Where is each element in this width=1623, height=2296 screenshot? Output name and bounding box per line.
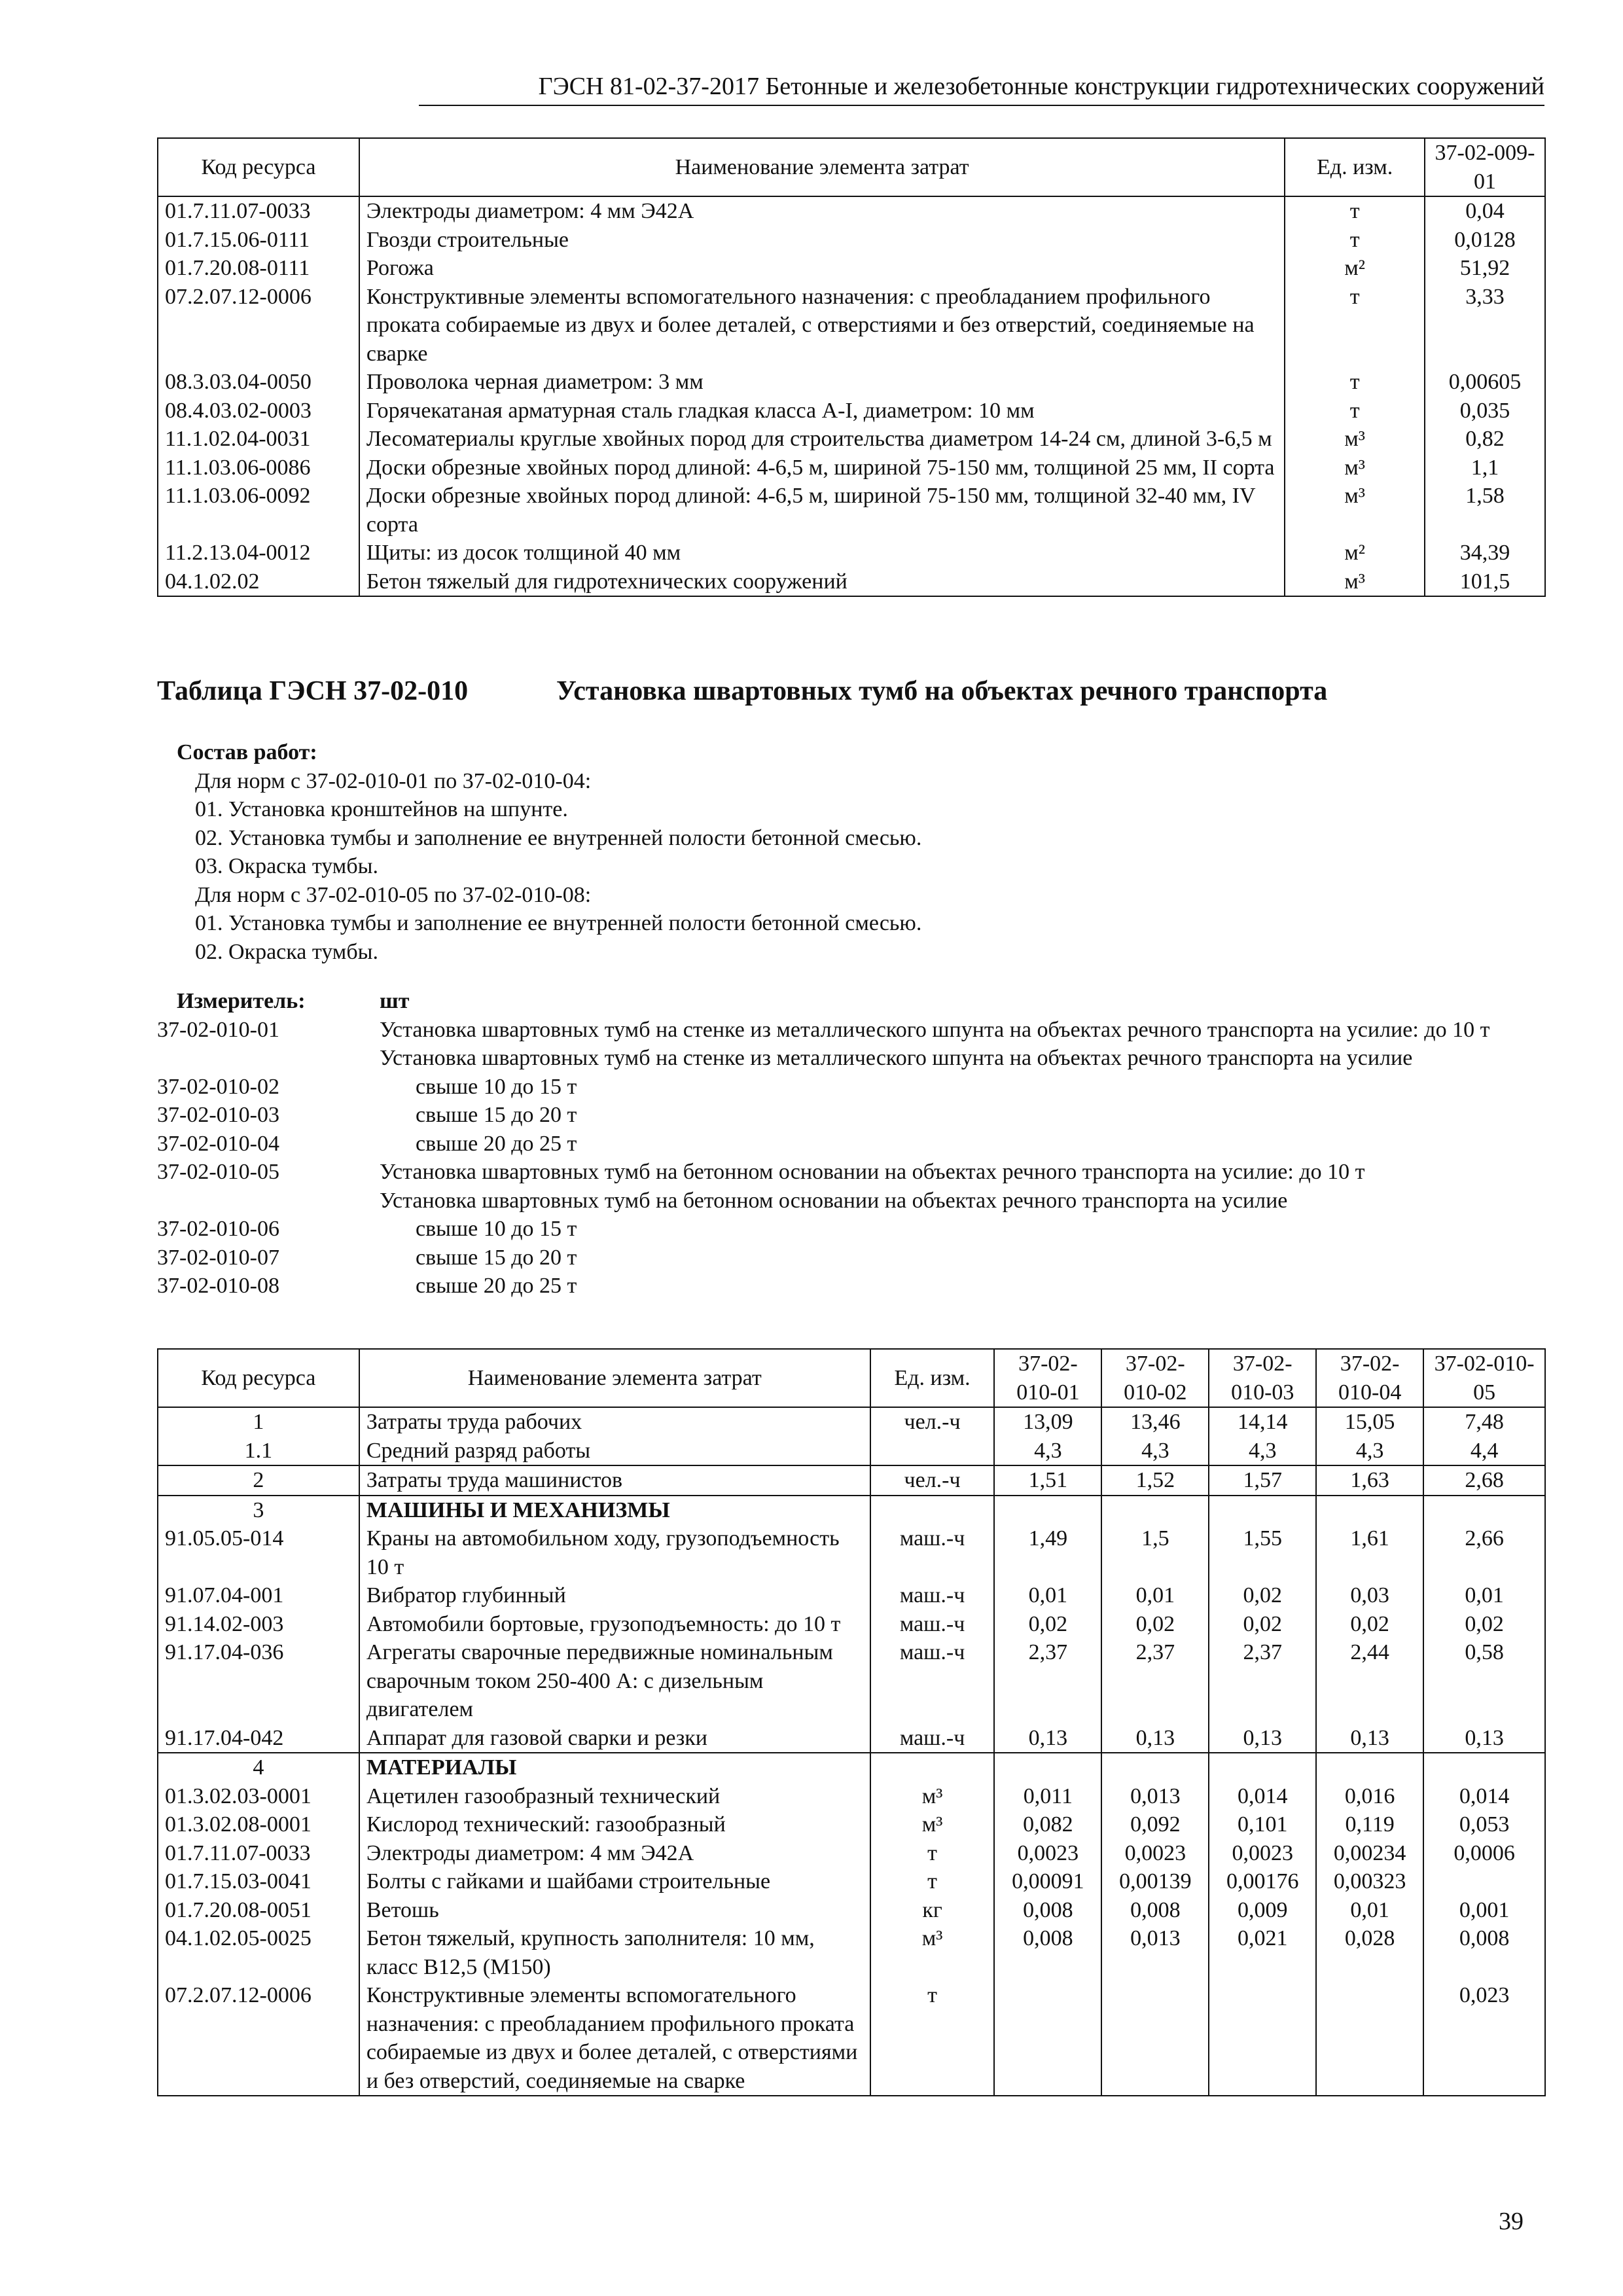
norm-text: Установка швартовных тумб на стенке из металлического шпунта на объектах речного транспорта на усилие: до 10 т (380, 1017, 1490, 1042)
resource-unit: т (1285, 368, 1425, 397)
resource-value: 0,0128 (1425, 226, 1545, 255)
resource-value: 0,092 (1101, 1810, 1209, 1839)
work-heading: Состав работ: (177, 740, 317, 764)
norm-row (157, 1244, 1546, 1272)
resource-unit: м² (1285, 254, 1425, 283)
resource-value: 1,57 (1209, 1465, 1316, 1496)
work-line: 02. Установка тумбы и заполнение ее внутренней полости бетонной смесью. (195, 825, 922, 850)
resource-value: 0,008 (994, 1896, 1101, 1925)
resource-value: 0,00139 (1101, 1867, 1209, 1896)
resource-unit: маш.-ч (870, 1724, 995, 1753)
running-header: ГЭСН 81-02-37-2017 Бетонные и железобетонные конструкции гидротехнических сооружений (538, 73, 1544, 100)
resource-value: 0,02 (1209, 1610, 1316, 1639)
resource-unit: кг (870, 1896, 995, 1925)
norm-code: 37-02-010-02 (157, 1074, 279, 1099)
resource-value: 0,13 (1423, 1724, 1545, 1753)
resource-value: 1,58 (1425, 482, 1545, 539)
norm-text: свыше 20 до 25 т (416, 1274, 577, 1299)
resource-unit: м³ (1285, 482, 1425, 539)
resource-unit: чел.-ч (870, 1407, 995, 1437)
norm-text: свыше 20 до 25 т (416, 1131, 577, 1156)
resource-code: 01.7.20.08-0051 (158, 1896, 359, 1925)
resource-value: 1,63 (1316, 1465, 1423, 1496)
resource-code: 91.07.04-001 (158, 1581, 359, 1610)
resource-unit: чел.-ч (870, 1465, 995, 1496)
norm-row (157, 1130, 1546, 1158)
resource-code: 01.7.15.06-0111 (158, 226, 359, 255)
resource-value: 2,37 (1101, 1638, 1209, 1724)
resource-name: Автомобили бортовые, грузоподъемность: до 10 т (359, 1610, 870, 1639)
resource-unit: т (1285, 226, 1425, 255)
table-row (158, 1407, 1545, 1437)
table-number: Таблица ГЭСН 37-02-010 (157, 676, 469, 706)
resource-unit: т (1285, 283, 1425, 368)
resource-unit: т (1285, 397, 1425, 425)
resource-unit: м³ (1285, 454, 1425, 482)
norm-code: 37-02-010-07 (157, 1245, 279, 1270)
norm-group-text: Установка швартовных тумб на стенке из металлического шпунта на объектах речного транспорта на усилие (380, 1046, 1413, 1071)
col-header-norm: 37-02-010-03 (1209, 1349, 1316, 1407)
work-composition (177, 738, 1544, 966)
col-header-norm: 37-02-009-01 (1425, 138, 1545, 196)
resource-name: Ацетилен газообразный технический (359, 1782, 870, 1811)
resource-value: 0,02 (1423, 1610, 1545, 1639)
resource-code: 01.7.11.07-0033 (158, 196, 359, 226)
work-line: 02. Окраска тумбы. (195, 939, 378, 964)
resource-value: 1,1 (1425, 454, 1545, 482)
col-header-norm: 37-02-010-02 (1101, 1349, 1209, 1407)
table-row (158, 567, 1545, 597)
resource-value: 1,52 (1101, 1465, 1209, 1496)
resource-code: 08.3.03.04-0050 (158, 368, 359, 397)
resource-value (1316, 1496, 1423, 1525)
resource-code: 1.1 (158, 1437, 359, 1466)
resource-value: 0,028 (1316, 1924, 1423, 1981)
norm-row (157, 1101, 1546, 1130)
resource-code: 01.3.02.08-0001 (158, 1810, 359, 1839)
norm-text: свыше 10 до 15 т (416, 1074, 577, 1099)
resource-value: 0,00605 (1425, 368, 1545, 397)
table-row (158, 1437, 1545, 1466)
resource-value: 0,00176 (1209, 1867, 1316, 1896)
resource-value: 0,01 (1423, 1581, 1545, 1610)
resource-value: 3,33 (1425, 283, 1545, 368)
resource-value: 0,01 (1316, 1896, 1423, 1925)
table-row (158, 1610, 1545, 1639)
resource-value (1101, 1981, 1209, 2096)
resource-unit: маш.-ч (870, 1581, 995, 1610)
resource-value (1316, 1981, 1423, 2096)
resource-value: 0,053 (1423, 1810, 1545, 1839)
work-line: 01. Установка тумбы и заполнение ее внутренней полости бетонной смесью. (195, 911, 922, 936)
resource-value (994, 1496, 1101, 1525)
table-row (158, 1896, 1545, 1925)
resource-value: 101,5 (1425, 567, 1545, 597)
resource-value: 0,02 (1101, 1610, 1209, 1639)
resource-value: 34,39 (1425, 539, 1545, 567)
resource-value (994, 1753, 1101, 1782)
norm-row (157, 1215, 1546, 1244)
resource-value: 0,00091 (994, 1867, 1101, 1896)
resource-value (1423, 1867, 1545, 1896)
resource-value: 4,3 (1316, 1437, 1423, 1466)
col-header-name: Наименование элемента затрат (359, 1349, 870, 1407)
resource-value: 0,00323 (1316, 1867, 1423, 1896)
resource-code: 2 (158, 1465, 359, 1496)
resource-value: 0,013 (1101, 1924, 1209, 1981)
norms-list (157, 987, 1546, 1300)
resource-value: 0,101 (1209, 1810, 1316, 1839)
resource-code: 91.14.02-003 (158, 1610, 359, 1639)
resource-value (1423, 1753, 1545, 1782)
table-row (158, 368, 1545, 397)
resource-value: 4,3 (994, 1437, 1101, 1466)
resource-value: 0,02 (1316, 1610, 1423, 1639)
resource-name: МАТЕРИАЛЫ (359, 1753, 870, 1782)
table2-body (158, 1407, 1545, 2096)
resource-unit (870, 1496, 995, 1525)
resource-value: 0,082 (994, 1810, 1101, 1839)
resource-value (1101, 1753, 1209, 1782)
resource-value: 7,48 (1423, 1407, 1545, 1437)
resource-code: 04.1.02.02 (158, 567, 359, 597)
norm-text: свыше 15 до 20 т (416, 1245, 577, 1270)
resource-unit: м³ (870, 1924, 995, 1981)
resource-name: Бетон тяжелый для гидротехнических сооружений (359, 567, 1285, 597)
resource-name: Аппарат для газовой сварки и резки (359, 1724, 870, 1753)
resource-value (1101, 1496, 1209, 1525)
resource-value: 0,13 (1101, 1724, 1209, 1753)
resource-value: 14,14 (1209, 1407, 1316, 1437)
norm-code: 37-02-010-01 (157, 1017, 279, 1042)
table-row (158, 1981, 1545, 2096)
resource-value: 0,02 (994, 1610, 1101, 1639)
col-header-norm: 37-02-010-05 (1423, 1349, 1545, 1407)
resource-code: 3 (158, 1496, 359, 1525)
resources-table-37-02-010 (157, 1348, 1546, 2096)
resource-value: 0,02 (1209, 1581, 1316, 1610)
norm-text: свыше 15 до 20 т (416, 1103, 577, 1128)
resource-code: 01.7.11.07-0033 (158, 1839, 359, 1868)
resource-value (1209, 1496, 1316, 1525)
resource-value: 0,014 (1209, 1782, 1316, 1811)
resource-value: 0,13 (994, 1724, 1101, 1753)
col-header-norm: 37-02-010-04 (1316, 1349, 1423, 1407)
resource-unit: м³ (1285, 567, 1425, 597)
resource-value: 0,00234 (1316, 1839, 1423, 1868)
table1-body (158, 196, 1545, 596)
resource-value: 2,66 (1423, 1524, 1545, 1581)
table-name: Установка швартовных тумб на объектах речного транспорта (556, 676, 1328, 706)
col-header-code: Код ресурса (158, 138, 359, 196)
resource-unit: т (870, 1839, 995, 1868)
table-row (158, 1924, 1545, 1981)
resource-name: Доски обрезные хвойных пород длиной: 4-6,5 м, шириной 75-150 мм, толщиной 25 мм, II сорта (359, 454, 1285, 482)
measure-label: Измеритель: (177, 989, 306, 1013)
work-line: 03. Окраска тумбы. (195, 854, 378, 879)
table-header-row (158, 138, 1545, 196)
resource-value: 0,01 (994, 1581, 1101, 1610)
resource-unit: маш.-ч (870, 1610, 995, 1639)
resource-value: 0,0023 (994, 1839, 1101, 1868)
table-row (158, 1839, 1545, 1868)
resource-unit (870, 1753, 995, 1782)
work-line: 01. Установка кронштейнов на шпунте. (195, 797, 568, 822)
norm-code: 37-02-010-05 (157, 1160, 279, 1185)
resource-code: 01.3.02.03-0001 (158, 1782, 359, 1811)
table-row (158, 1581, 1545, 1610)
resource-name: Конструктивные элементы вспомогательного назначения: с преобладанием профильного проката собираемые из двух и более деталей, с отверстиями и без отверстий, соединяемые на сварке (359, 283, 1285, 368)
resource-unit (870, 1437, 995, 1466)
resource-unit: м² (1285, 539, 1425, 567)
resource-unit: т (870, 1981, 995, 2096)
resource-value: 1,55 (1209, 1524, 1316, 1581)
table-row (158, 1867, 1545, 1896)
resource-code: 07.2.07.12-0006 (158, 283, 359, 368)
resource-name: Агрегаты сварочные передвижные номинальным сварочным током 250-400 А: с дизельным двигателем (359, 1638, 870, 1724)
resource-name: Электроды диаметром: 4 мм Э42А (359, 196, 1285, 226)
table-row (158, 425, 1545, 454)
resource-name: Средний разряд работы (359, 1437, 870, 1466)
resource-value: 0,008 (1423, 1924, 1545, 1981)
resource-value: 0,035 (1425, 397, 1545, 425)
norm-code: 37-02-010-04 (157, 1131, 279, 1156)
resource-value: 0,014 (1423, 1782, 1545, 1811)
resource-value: 13,09 (994, 1407, 1101, 1437)
table-row (158, 397, 1545, 425)
norm-group-text: Установка швартовных тумб на бетонном основании на объектах речного транспорта на усилие (380, 1188, 1288, 1213)
resource-value (994, 1981, 1101, 2096)
table-row (158, 454, 1545, 482)
resource-value: 0,009 (1209, 1896, 1316, 1925)
resource-code: 01.7.15.03-0041 (158, 1867, 359, 1896)
resource-value: 0,0023 (1209, 1839, 1316, 1868)
table-row (158, 1724, 1545, 1753)
resource-name: МАШИНЫ И МЕХАНИЗМЫ (359, 1496, 870, 1525)
resource-value: 1,61 (1316, 1524, 1423, 1581)
resource-unit: маш.-ч (870, 1524, 995, 1581)
resource-name: Щиты: из досок толщиной 40 мм (359, 539, 1285, 567)
col-header-code: Код ресурса (158, 1349, 359, 1407)
resource-value: 0,58 (1423, 1638, 1545, 1724)
resource-value: 0,82 (1425, 425, 1545, 454)
resource-value: 0,13 (1316, 1724, 1423, 1753)
resource-name: Электроды диаметром: 4 мм Э42А (359, 1839, 870, 1868)
resource-name: Затраты труда машинистов (359, 1465, 870, 1496)
resource-code: 11.1.03.06-0086 (158, 454, 359, 482)
table-title (157, 674, 1546, 709)
resource-unit: т (1285, 196, 1425, 226)
norm-code: 37-02-010-06 (157, 1217, 279, 1242)
table-row (158, 1524, 1545, 1581)
table-row (158, 1496, 1545, 1525)
resource-value: 4,3 (1209, 1437, 1316, 1466)
resource-name: Затраты труда рабочих (359, 1407, 870, 1437)
resource-value: 2,37 (994, 1638, 1101, 1724)
table-row (158, 1753, 1545, 1782)
table-row (158, 1782, 1545, 1811)
resource-name: Горячекатаная арматурная сталь гладкая класса А-I, диаметром: 10 мм (359, 397, 1285, 425)
resource-value: 0,119 (1316, 1810, 1423, 1839)
table-row (158, 283, 1545, 368)
table-row (158, 539, 1545, 567)
resource-value: 0,008 (994, 1924, 1101, 1981)
resource-value: 0,011 (994, 1782, 1101, 1811)
resource-value (1423, 1496, 1545, 1525)
resource-name: Доски обрезные хвойных пород длиной: 4-6,5 м, шириной 75-150 мм, толщиной 32-40 мм, IV сорта (359, 482, 1285, 539)
page-number: 39 (1499, 2208, 1524, 2235)
table-row (158, 196, 1545, 226)
norm-row (157, 1073, 1546, 1102)
resource-value: 1,51 (994, 1465, 1101, 1496)
resource-value: 0,013 (1101, 1782, 1209, 1811)
resource-value: 0,01 (1101, 1581, 1209, 1610)
resource-name: Конструктивные элементы вспомогательного назначения: с преобладанием профильного проката собираемые из двух и более деталей, с отверстиями и без отверстий, соединяемые на сварке (359, 1981, 870, 2096)
resource-code: 08.4.03.02-0003 (158, 397, 359, 425)
table-row (158, 1465, 1545, 1496)
resource-name: Кислород технический: газообразный (359, 1810, 870, 1839)
col-header-name: Наименование элемента затрат (359, 138, 1285, 196)
norm-row (157, 1272, 1546, 1300)
resource-unit: м³ (870, 1810, 995, 1839)
resource-code: 07.2.07.12-0006 (158, 1981, 359, 2096)
resource-unit: маш.-ч (870, 1638, 995, 1724)
measure-row (157, 987, 1546, 1016)
resource-value (1316, 1753, 1423, 1782)
table-row (158, 482, 1545, 539)
resource-code: 01.7.20.08-0111 (158, 254, 359, 283)
resource-code: 91.17.04-042 (158, 1724, 359, 1753)
resource-code: 04.1.02.05-0025 (158, 1924, 359, 1981)
measure-unit: шт (380, 989, 410, 1013)
table-row (158, 1638, 1545, 1724)
col-header-unit: Ед. изм. (870, 1349, 995, 1407)
resource-name: Рогожа (359, 254, 1285, 283)
table-row (158, 226, 1545, 255)
resource-value: 0,001 (1423, 1896, 1545, 1925)
resource-name: Проволока черная диаметром: 3 мм (359, 368, 1285, 397)
norm-text: Установка швартовных тумб на бетонном основании на объектах речного транспорта на усилие: до 10 т (380, 1160, 1365, 1185)
resource-value: 15,05 (1316, 1407, 1423, 1437)
resource-name: Краны на автомобильном ходу, грузоподъемность 10 т (359, 1524, 870, 1581)
resources-table-37-02-009 (157, 137, 1546, 597)
resource-code: 11.2.13.04-0012 (158, 539, 359, 567)
header-divider (419, 105, 1544, 106)
resource-value: 0,03 (1316, 1581, 1423, 1610)
work-line: Для норм с 37-02-010-05 по 37-02-010-08: (195, 882, 592, 907)
resource-value: 2,37 (1209, 1638, 1316, 1724)
resource-value: 2,44 (1316, 1638, 1423, 1724)
table-row (158, 1810, 1545, 1839)
resource-code: 11.1.02.04-0031 (158, 425, 359, 454)
col-header-norm: 37-02-010-01 (994, 1349, 1101, 1407)
resource-code: 91.17.04-036 (158, 1638, 359, 1724)
norm-group-row (157, 1187, 1546, 1215)
resource-value: 13,46 (1101, 1407, 1209, 1437)
resource-name: Лесоматериалы круглые хвойных пород для строительства диаметром 14-24 см, длиной 3-6,5 м (359, 425, 1285, 454)
resource-unit: м³ (870, 1782, 995, 1811)
resource-name: Гвозди строительные (359, 226, 1285, 255)
resource-value: 51,92 (1425, 254, 1545, 283)
resource-value: 0,016 (1316, 1782, 1423, 1811)
resource-value: 0,04 (1425, 196, 1545, 226)
col-header-unit: Ед. изм. (1285, 138, 1425, 196)
resource-value: 0,021 (1209, 1924, 1316, 1981)
resource-code: 1 (158, 1407, 359, 1437)
resource-value: 1,5 (1101, 1524, 1209, 1581)
resource-value: 0,0006 (1423, 1839, 1545, 1868)
norm-text: свыше 10 до 15 т (416, 1217, 577, 1242)
norm-group-row (157, 1044, 1546, 1073)
work-line: Для норм с 37-02-010-01 по 37-02-010-04: (195, 768, 592, 793)
resource-name: Болты с гайками и шайбами строительные (359, 1867, 870, 1896)
resource-value (1209, 1753, 1316, 1782)
resource-unit: м³ (1285, 425, 1425, 454)
resource-value: 0,13 (1209, 1724, 1316, 1753)
resource-code: 91.05.05-014 (158, 1524, 359, 1581)
table-header-row (158, 1349, 1545, 1407)
resource-name: Бетон тяжелый, крупность заполнителя: 10 мм, класс В12,5 (М150) (359, 1924, 870, 1981)
resource-name: Вибратор глубинный (359, 1581, 870, 1610)
resource-unit: т (870, 1867, 995, 1896)
resource-value: 1,49 (994, 1524, 1101, 1581)
table-row (158, 254, 1545, 283)
norm-code: 37-02-010-08 (157, 1274, 279, 1299)
resource-code: 11.1.03.06-0092 (158, 482, 359, 539)
resource-value: 0,008 (1101, 1896, 1209, 1925)
norm-row (157, 1016, 1546, 1045)
resource-value (1209, 1981, 1316, 2096)
norm-row (157, 1158, 1546, 1187)
resource-value: 4,4 (1423, 1437, 1545, 1466)
norm-code: 37-02-010-03 (157, 1103, 279, 1128)
resource-value: 2,68 (1423, 1465, 1545, 1496)
resource-value: 0,023 (1423, 1981, 1545, 2096)
resource-value: 0,0023 (1101, 1839, 1209, 1868)
resource-name: Ветошь (359, 1896, 870, 1925)
resource-value: 4,3 (1101, 1437, 1209, 1466)
resource-code: 4 (158, 1753, 359, 1782)
